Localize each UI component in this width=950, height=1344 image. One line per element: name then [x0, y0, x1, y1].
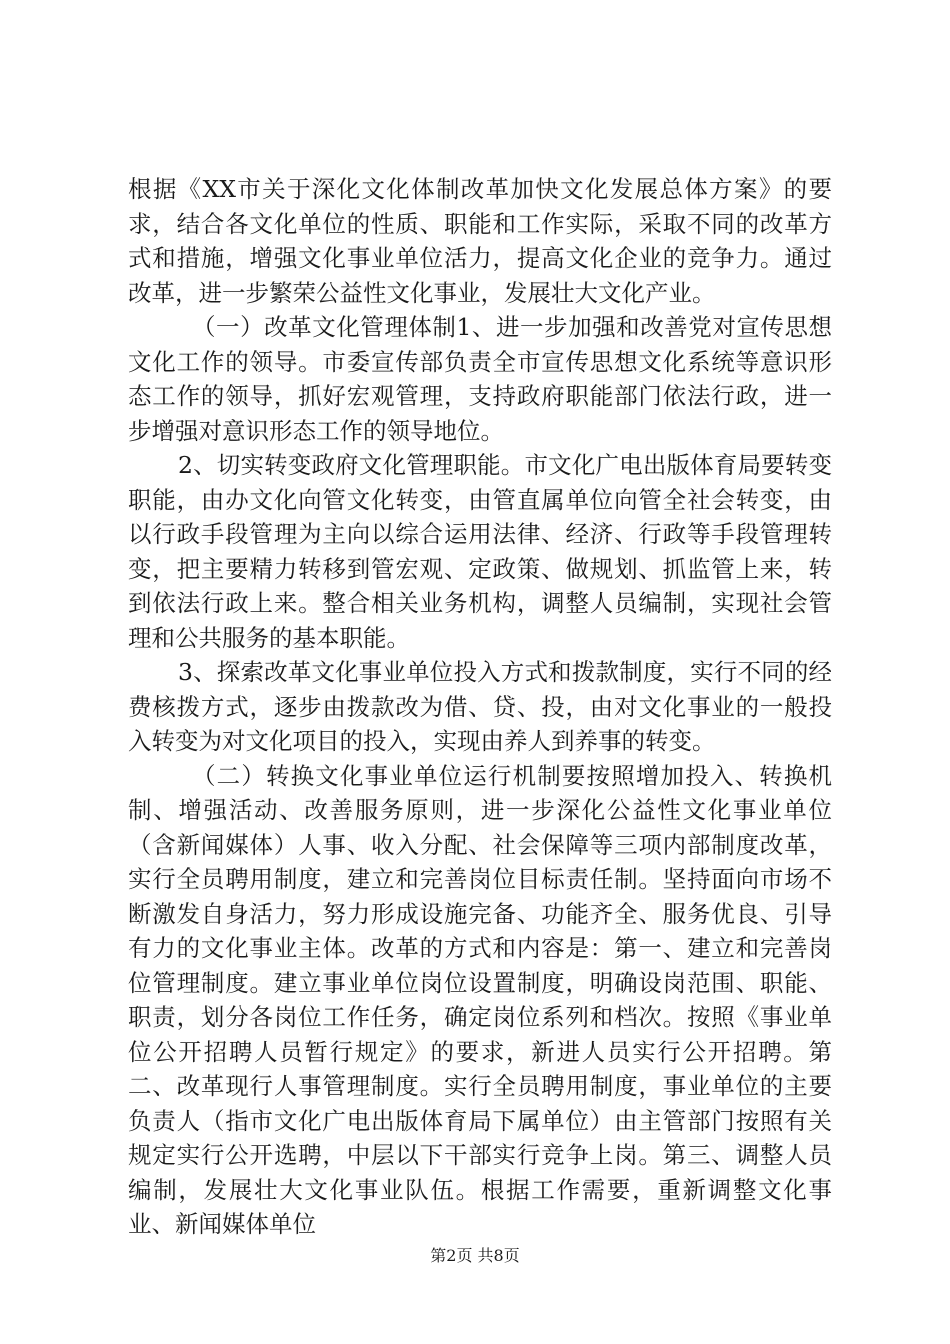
page-number-label: 第2页 共8页 [430, 1246, 520, 1265]
paragraph-section-one: （一）改革文化管理体制1、进一步加强和改善党对宣传思想文化工作的领导。市委宣传部负责全市宣传思想文化系统等意识形态工作的领导，抓好宏观管理，支持政府职能部门依法行政，进一步增强对意识形态工作的领导地位。 [128, 313, 832, 445]
page-footer [0, 1246, 950, 1266]
paragraph-item-two: 2、切实转变政府文化管理职能。市文化广电出版体育局要转变职能，由办文化向管文化转变，由管直属单位向管全社会转变，由以行政手段管理为主向以综合运用法律、经济、行政等手段管理转变，把主要精力转移到管宏观、定政策、做规划、抓监管上来，转到依法行政上来。整合相关业务机构，调整人员编制，实现社会管理和公共服务的基本职能。 [128, 451, 832, 652]
paragraph-intro: 根据《XX市关于深化文化体制改革加快文化发展总体方案》的要求，结合各文化单位的性质、职能和工作实际，采取不同的改革方式和措施，增强文化事业单位活力，提高文化企业的竞争力。通过改革，进一步繁荣公益性文化事业，发展壮大文化产业。 [128, 175, 832, 307]
paragraph-item-three: 3、探索改革文化事业单位投入方式和拨款制度，实行不同的经费核拨方式，逐步由拨款改为借、贷、投，由对文化事业的一般投入转变为对文化项目的投入，实现由养人到养事的转变。 [128, 658, 832, 755]
paragraph-section-two: （二）转换文化事业单位运行机制要按照增加投入、转换机制、增强活动、改善服务原则，进一步深化公益性文化事业单位（含新闻媒体）人事、收入分配、社会保障等三项内部制度改革，实行全员聘用制度，建立和完善岗位目标责任制。坚持面向市场不断激发自身活力，努力形成设施完备、功能齐全、服务优良、引导有力的文化事业主体。改革的方式和内容是：第一、建立和完善岗位管理制度。建立事业单位岗位设置制度，明确设岗范围、职能、职责，划分各岗位工作任务，确定岗位系列和档次。按照《事业单位公开招聘人员暂行规定》的要求，新进人员实行公开招聘。第二、改革现行人事管理制度。实行全员聘用制度，事业单位的主要负责人（指市文化广电出版体育局下属单位）由主管部门按照有关规定实行公开选聘，中层以下干部实行竞争上岗。第三、调整人员编制，发展壮大文化事业队伍。根据工作需要，重新调整文化事业、新闻媒体单位 [128, 761, 832, 1238]
document-body [128, 172, 832, 1242]
